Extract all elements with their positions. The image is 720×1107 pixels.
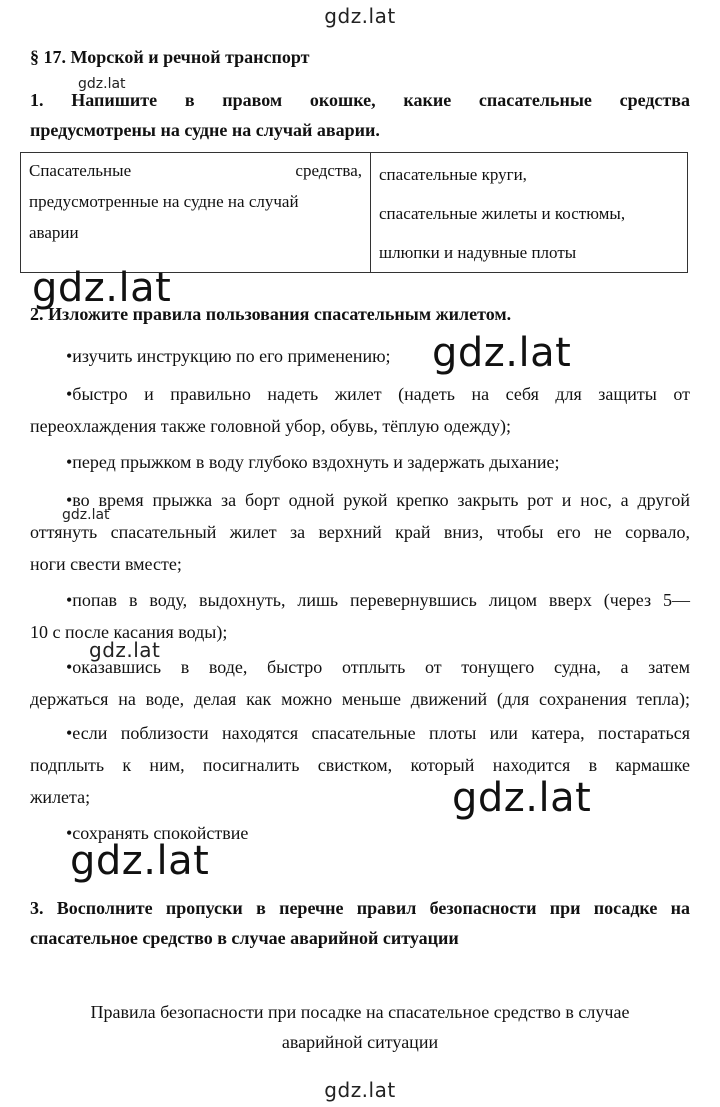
rule-6-line-1: •оказавшись в воде, быстро отплыть от тонущего судна, а затем [66,657,690,677]
rules-caption-line-2: аварийной ситуации [281,1032,439,1052]
section-title: § 17. Морской и речной транспорт [30,47,310,67]
rule-7-line-2: подплыть к ним, посигналить свистком, который находится в кармашке [30,755,690,775]
watermark-small-3: gdz.lat [89,638,161,662]
question-3 [30,893,690,953]
rescue-means-table [20,152,688,273]
watermark-large-3: gdz.lat [452,775,592,821]
watermark-small-2: gdz.lat [62,507,110,523]
table-left-line-3: аварии [29,223,79,242]
table-right-item: спасательные круги, [379,165,527,184]
rule-4-line-2: оттянуть спасательный жилет за верхний край вниз, чтобы его не сорвало, [30,522,690,542]
table-right-cell [371,153,688,273]
rule-4-line-3: ноги свести вместе; [30,554,182,574]
rule-6-line-2: держаться на воде, делая как можно меньше движений (для сохранения тепла); [30,689,690,709]
question-1-line-2: предусмотрены на судне на случай аварии. [30,120,380,140]
rule-2 [30,378,690,442]
question-1-line-1: 1. Напишите в правом окошке, какие спасательные средства [30,90,690,110]
question-1 [30,85,690,145]
rule-3: •перед прыжком в воду глубоко вздохнуть и задержать дыхание; [66,452,560,472]
rule-5-line-2: 10 с после касания воды); [30,622,228,642]
rule-2-line-2: переохлаждения также головной убор, обувь, тёплую одежду); [30,416,511,436]
rules-caption-line-1: Правила безопасности при посадке на спасательное средство в случае [90,1002,630,1022]
rule-7-line-3: жилета; [30,787,91,807]
question-3-line-1: 3. Восполните пропуски в перечне правил безопасности при посадке на [30,898,690,918]
rule-4 [30,484,690,580]
rule-2-line-1: •быстро и правильно надеть жилет (надеть на себя для защиты от [66,384,690,404]
watermark-top: gdz.lat [324,4,396,28]
watermark-large-1: gdz.lat [32,265,172,311]
table-left-word-2: средства, [295,161,362,180]
rule-5-line-1: •попав в воду, выдохнуть, лишь перевернувшись лицом вверх (через 5— [66,590,690,610]
table-left-cell [21,153,371,273]
question-2-title: 2. Изложите правила пользования спасательным жилетом. [30,304,512,324]
table-right-item: шлюпки и надувные плоты [379,243,577,262]
watermark-large-4: gdz.lat [70,838,210,884]
watermark-bottom: gdz.lat [324,1078,396,1102]
table-left-word-1: Спасательные [29,161,132,180]
rule-4-line-1: •во время прыжка за борт одной рукой крепко закрыть рот и нос, а другой [66,490,690,510]
rules-caption [0,997,720,1057]
question-3-line-2: спасательное средство в случае аварийной ситуации [30,928,459,948]
rule-7-line-1: •если поблизости находятся спасательные плоты или катера, постараться [66,723,690,743]
rule-6 [30,651,690,715]
watermark-small-1: gdz.lat [78,76,126,92]
watermark-large-2: gdz.lat [432,330,572,376]
rule-1: •изучить инструкцию по его применению; [66,346,391,366]
rule-8: •сохранять спокойствие [66,823,249,843]
table-right-item: спасательные жилеты и костюмы, [379,204,626,223]
table-left-line-2: предусмотренные на судне на случай [29,192,299,211]
